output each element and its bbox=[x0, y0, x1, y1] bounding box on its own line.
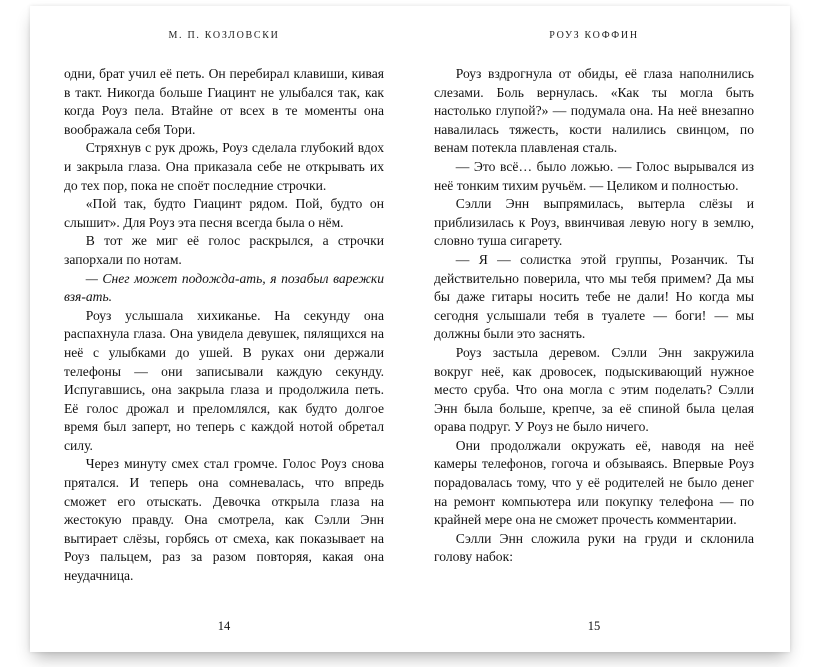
paragraph: Сэлли Энн выпрямилась, вытерла слёзы и приблизилась к Роуз, ввинчивая левую ногу в землю, словно туша сигарету. bbox=[434, 196, 754, 249]
paragraph: — Я — солистка этой группы, Розанчик. Ты действительно поверила, что мы тебя примем? Да мы бы даже гитары носить тебе не дали! Но когда мы сегодня услышали тебя в туалете — боги! — мы должны были это заснять. bbox=[434, 251, 754, 342]
paragraph: — Снег может подожда-ать, я позабыл варежки взя-ать. bbox=[64, 270, 384, 305]
left-page-number: 14 bbox=[217, 619, 231, 633]
left-page-body bbox=[64, 65, 384, 613]
paragraph: Роуз услышала хихиканье. На секунду она распахнула глаза. Она увидела девушек, пялящихся на неё с улыбками до ушей. В руках они держали телефоны — они записывали каждую секунду. Испугавшись, она закрыла глаза и продолжила петь. Её голос дрожал и преломлялся, как будто долгое время был заперт, но теперь с каждой нотой обретал силу. bbox=[64, 307, 384, 453]
paragraph: «Пой так, будто Гиацинт рядом. Пой, будто он слышит». Для Роуз эта песня всегда была о нём. bbox=[64, 196, 384, 230]
right-page-number: 15 bbox=[587, 619, 601, 633]
right-page-body bbox=[434, 65, 754, 613]
paragraph: одни, брат учил её петь. Он перебирал клавиши, кивая в такт. Никогда больше Гиацинт не улыбался так, как когда Роуз пела. Втайне от всех в те моменты она воображала себя Тори. bbox=[64, 66, 384, 137]
paragraph: Роуз застыла деревом. Сэлли Энн закружила вокруг неё, как дровосек, подыскивающий нужное место сруба. Что она могла с этим поделать? Сэлли Энн была больше, крепче, за её спиной была целая орава подруг. У Роуз не было ничего. bbox=[434, 344, 754, 435]
paragraph: Стряхнув с рук дрожь, Роуз сделала глубокий вдох и закрыла глаза. Она приказала себе не открывать их до тех пор, пока не споёт последние строчки. bbox=[64, 140, 384, 193]
paragraph: — Это всё… было ложью. — Голос вырывался из неё тонким тихим ручьём. — Целиком и полностью. bbox=[434, 158, 754, 193]
paragraph: Сэлли Энн сложила руки на груди и склонила голову набок: bbox=[434, 530, 754, 565]
paragraph: Роуз вздрогнула от обиды, её глаза наполнились слезами. Боль вернулась. «Как ты могла быть настолько глупой?» — подумала она. На неё внезапно навалилась тяжесть, кости налились свинцом, по венам потекла плавленая сталь. bbox=[434, 66, 754, 156]
running-header-title: РОУЗ КОФФИН bbox=[549, 30, 639, 41]
paragraph: В тот же миг её голос раскрылся, а строчки запорхали по нотам. bbox=[64, 233, 384, 267]
book-spread bbox=[30, 6, 790, 652]
running-header-author: М. П. КОЗЛОВСКИ bbox=[168, 30, 280, 41]
paragraph: Они продолжали окружать её, наводя на неё камеры телефонов, гогоча и обзываясь. Впервые Роуз порадовалась тому, что у её родителей не было денег на ремонт компьютера или покупку телефона — по крайней мере она не сможет прочесть комментарии. bbox=[434, 437, 754, 528]
left-page bbox=[30, 6, 410, 652]
paragraph: Через минуту смех стал громче. Голос Роуз снова прятался. И теперь она сомневалась, что впредь сможет его отыскать. Девочка открыла глаза на жестокую правду. Она смотрела, как Сэлли Энн вытирает слёзы, горбясь от смеха, как показывает на Роуз пальцем, раз за разом повторяя, какая она неудачница. bbox=[64, 456, 384, 584]
right-page bbox=[410, 6, 790, 652]
